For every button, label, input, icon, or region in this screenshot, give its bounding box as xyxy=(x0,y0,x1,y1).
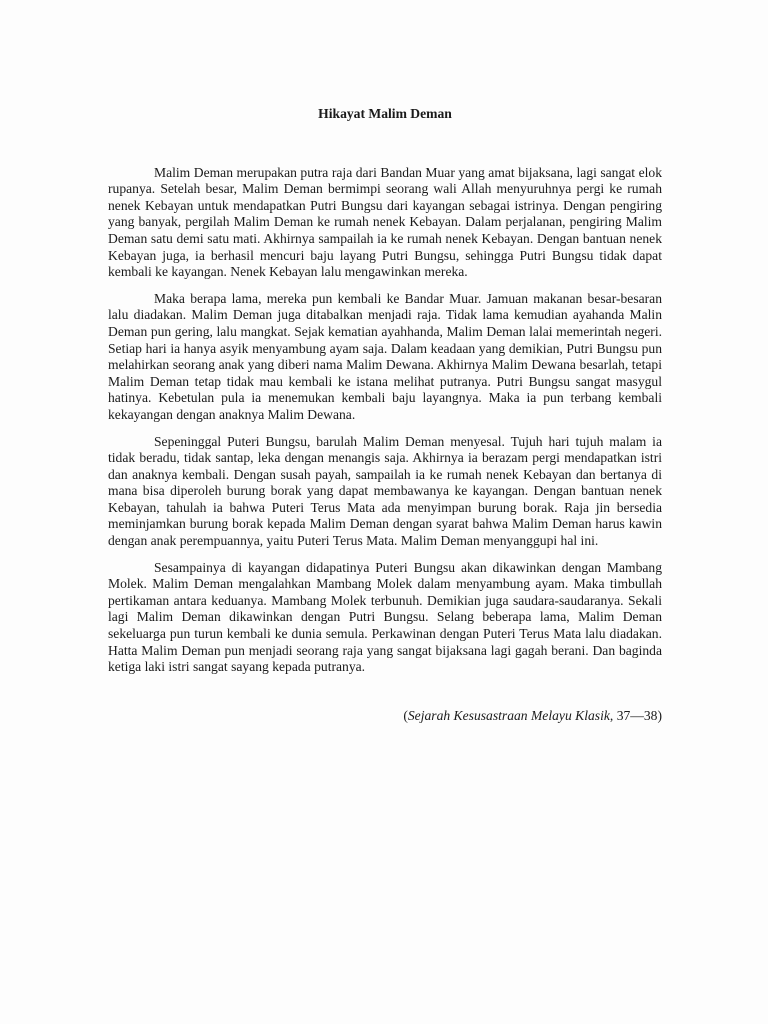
document-title: Hikayat Malim Deman xyxy=(318,106,452,121)
paragraph-2: Maka berapa lama, mereka pun kembali ke Bandar Muar. Jamuan makanan besar-besaran lalu diadakan. Malim Deman juga ditabalkan menjadi raja. Tidak lama kemudian ayahanda Malin Deman pun gering, lalu mangkat. Sejak kematian ayahhanda, Malim Deman lalai memerintah negeri. Setiap hari ia hanya asyik menyambung ayam saja. Dalam keadaan yang demikian, Putri Bungsu pun melahirkan seorang anak yang diberi nama Malim Dewana. Akhirnya Malim Dewana besarlah, tetapi Malim Deman tetap tidak mau kembali ke istana melihat putranya. Putri Bungsu sangat masygul hatinya. Kebetulan pula ia menemukan kembali baju layangnya. Maka ia pun terbang kembali kekayangan dengan anaknya Malim Dewana. xyxy=(108,290,662,422)
source-book-title: Sejarah Kesusastraan Melayu Klasik xyxy=(407,707,610,723)
source-citation xyxy=(108,708,662,725)
paragraph-3: Sepeninggal Puteri Bungsu, barulah Malim Deman menyesal. Tujuh hari tujuh malam ia tidak beradu, tidak santap, leka dengan menangis saja. Akhirnya ia berazam pergi mendapatkan istri dan anaknya kembali. Dengan susah payah, sampailah ia ke rumah nenek Kebayan dan bertanya di mana bisa diperoleh burung borak yang dapat membawanya ke kayangan. Dengan bantuan nenek Kebayan, tahulah ia bahwa Puteri Terus Mata ada menyimpan burung borak. Raja jin bersedia meminjamkan burung borak kepada Malim Deman dengan syarat bahwa Malim Deman harus kawin dengan anak perempuannya, yaitu Puteri Terus Mata. Malim Deman menyanggupi hal ini. xyxy=(108,433,662,549)
source-open-paren: ( xyxy=(403,707,408,723)
paragraph-4: Sesampainya di kayangan didapatinya Puteri Bungsu akan dikawinkan dengan Mambang Molek. Malim Deman mengalahkan Mambang Molek dalam menyambung ayam. Maka timbullah pertikaman antara keduanya. Mambang Molek terbunuh. Demikian juga saudara-saudaranya. Sekali lagi Malim Deman dikawinkan dengan Putri Bungsu. Selang beberapa lama, Malim Deman sekeluarga pun turun kembali ke dunia semula. Perkawinan dengan Puteri Terus Mata lalu diadakan. Hatta Malim Deman pun menjadi seorang raja yang sangat bijaksana lagi gagah berani. Dan baginda ketiga laki istri sangat sayang kepada putranya. xyxy=(108,559,662,675)
paragraph-1: Malim Deman merupakan putra raja dari Bandan Muar yang amat bijaksana, lagi sangat elok rupanya. Setelah besar, Malim Deman bermimpi seorang wali Allah menyuruhnya pergi ke rumah nenek Kebayan untuk mendapatkan Putri Bungsu dari kayangan sebagai istrinya. Dengan pengiring yang banyak, pergilah Malim Deman ke rumah nenek Kebayan. Dalam perjalanan, pengiring Malim Deman satu demi satu mati. Akhirnya sampailah ia ke rumah nenek Kebayan. Dengan bantuan nenek Kebayan juga, ia berhasil mencuri baju layang Putri Bungsu, sehingga Putri Bungsu tidak dapat kembali ke kayangan. Nenek Kebayan lalu mengawinkan mereka. xyxy=(108,164,662,280)
document-body xyxy=(108,106,662,724)
source-pages: , 37—38) xyxy=(609,707,662,723)
